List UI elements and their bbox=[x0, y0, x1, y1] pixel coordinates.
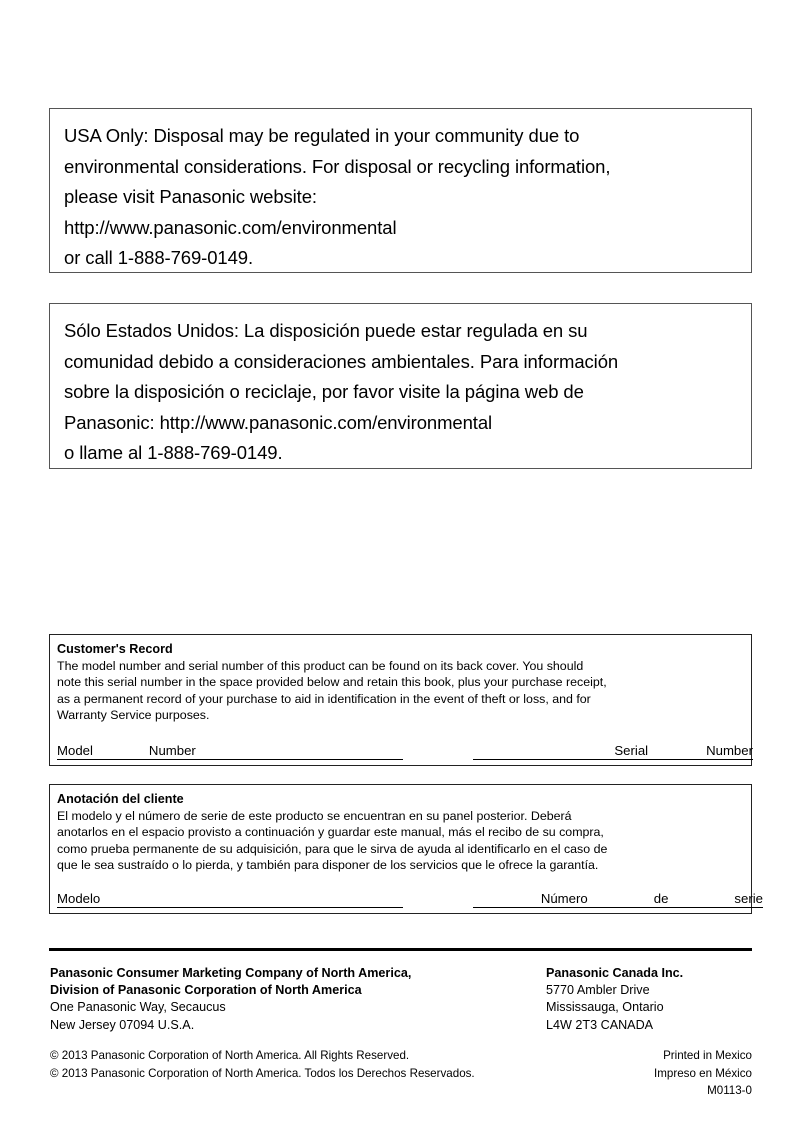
footer-divider bbox=[49, 948, 752, 951]
customer-record-en-line-3: as a permanent record of your purchase to aid in identification in the event of theft or loss, and for bbox=[57, 691, 591, 706]
address-usa-line-4: New Jersey 07094 U.S.A. bbox=[50, 1017, 195, 1032]
numero-de-serie-field[interactable] bbox=[473, 887, 763, 908]
usa-notice-phone: or call 1-888-769-0149. bbox=[64, 247, 253, 268]
spanish-notice-line-1: Sólo Estados Unidos: La disposición puede estar regulada en su bbox=[64, 320, 588, 341]
copyright-row-en bbox=[50, 1047, 752, 1065]
copyright-en-label: 2013 Panasonic Corporation of North America. All Rights Reserved. bbox=[61, 1049, 410, 1062]
printed-in-mexico-label: Printed in Mexico bbox=[663, 1049, 752, 1062]
customer-record-en-line-1: The model number and serial number of this product can be found on its back cover. You should bbox=[57, 659, 584, 673]
copyright-es-text bbox=[50, 1065, 475, 1083]
customer-record-box-es bbox=[49, 784, 763, 914]
customer-record-inner-es bbox=[50, 785, 763, 913]
customer-record-inner-en bbox=[50, 635, 751, 765]
spanish-notice-phone: o llame al 1-888-769-0149. bbox=[64, 442, 283, 463]
customer-record-es-line-4: que le sea sustraído o lo pierda, y también para disponer de los servicios que le ofrece la garantía. bbox=[57, 858, 599, 873]
customer-record-es-line-2: anotarlos en el espacio provisto a continuación y guardar este manual, más el recibo de su compra, bbox=[57, 825, 604, 840]
address-block-usa bbox=[50, 965, 530, 1034]
copyright-block bbox=[50, 1047, 752, 1100]
spanish-disposal-notice-box bbox=[49, 303, 752, 469]
customer-record-fields-en bbox=[57, 738, 751, 760]
address-canada-line-4: L4W 2T3 CANADA bbox=[546, 1017, 654, 1032]
numero-label: Número bbox=[540, 891, 588, 906]
spanish-notice-text bbox=[50, 304, 751, 477]
serial-number-field[interactable] bbox=[473, 739, 753, 760]
usa-notice-line-3: please visit Panasonic website: bbox=[64, 186, 317, 207]
document-code-label: M0113-0 bbox=[707, 1084, 752, 1098]
customer-record-body-en bbox=[57, 658, 743, 724]
usa-notice-url: http://www.panasonic.com/environmental bbox=[64, 216, 397, 238]
model-label: Model bbox=[57, 743, 93, 758]
customer-record-es-line-3: como prueba permanente de su adquisición, para que le sirva de ayuda al identificarlo en el caso de bbox=[57, 841, 608, 856]
address-block-canada bbox=[546, 965, 766, 1034]
copyright-row-es bbox=[50, 1065, 752, 1083]
copyright-es-label: 2013 Panasonic Corporation of North America. Todos los Derechos Reservados. bbox=[61, 1066, 475, 1080]
impreso-en-mexico-label: Impreso en México bbox=[654, 1066, 752, 1080]
usa-notice-line-1: USA Only: Disposal may be regulated in your community due to bbox=[64, 125, 580, 146]
customer-record-box-en bbox=[49, 634, 752, 766]
spanish-notice-url: Panasonic: http://www.panasonic.com/environmental bbox=[64, 411, 493, 433]
customer-record-en-line-4: Warranty Service purposes. bbox=[57, 708, 210, 723]
modelo-label: Modelo bbox=[57, 891, 101, 906]
serial-label: Serial bbox=[614, 743, 649, 758]
serial-number-label: Number bbox=[706, 743, 753, 758]
address-canada-line-2: 5770 Ambler Drive bbox=[546, 983, 650, 998]
usa-notice-text bbox=[50, 109, 751, 282]
model-number-label: Number bbox=[148, 743, 196, 758]
spanish-notice-line-2: comunidad debido a consideraciones ambientales. Para información bbox=[64, 350, 619, 372]
copyright-icon: © bbox=[50, 1049, 59, 1062]
usa-disposal-notice-box bbox=[49, 108, 752, 273]
address-canada-line-3: Mississauga, Ontario bbox=[546, 1000, 664, 1015]
customer-record-es-line-1: El modelo y el número de serie de este producto se encuentran en su panel posterior. Deberá bbox=[57, 809, 572, 823]
copyright-en-text bbox=[50, 1047, 409, 1065]
customer-record-title-en: Customer's Record bbox=[57, 642, 173, 656]
address-usa-line-2: Division of Panasonic Corporation of North America bbox=[50, 983, 362, 998]
copyright-icon: © bbox=[50, 1066, 59, 1080]
modelo-field[interactable] bbox=[57, 887, 403, 908]
usa-notice-line-2: environmental considerations. For disposal or recycling information, bbox=[64, 155, 611, 177]
doc-code-row bbox=[50, 1082, 752, 1100]
customer-record-fields-es bbox=[57, 886, 763, 908]
de-label: de bbox=[653, 891, 669, 906]
customer-record-en-line-2: note this serial number in the space provided below and retain this book, plus your purchase receipt, bbox=[57, 675, 607, 690]
model-number-field[interactable] bbox=[57, 739, 403, 760]
serie-label: serie bbox=[734, 891, 763, 906]
spanish-notice-line-3: sobre la disposición o reciclaje, por favor visite la página web de bbox=[64, 381, 584, 402]
customer-record-body-es bbox=[57, 808, 743, 874]
address-usa-line-1: Panasonic Consumer Marketing Company of North America, bbox=[50, 966, 412, 980]
address-usa-line-3: One Panasonic Way, Secaucus bbox=[50, 1000, 226, 1015]
address-canada-line-1: Panasonic Canada Inc. bbox=[546, 966, 684, 980]
customer-record-title-es: Anotación del cliente bbox=[57, 792, 184, 806]
